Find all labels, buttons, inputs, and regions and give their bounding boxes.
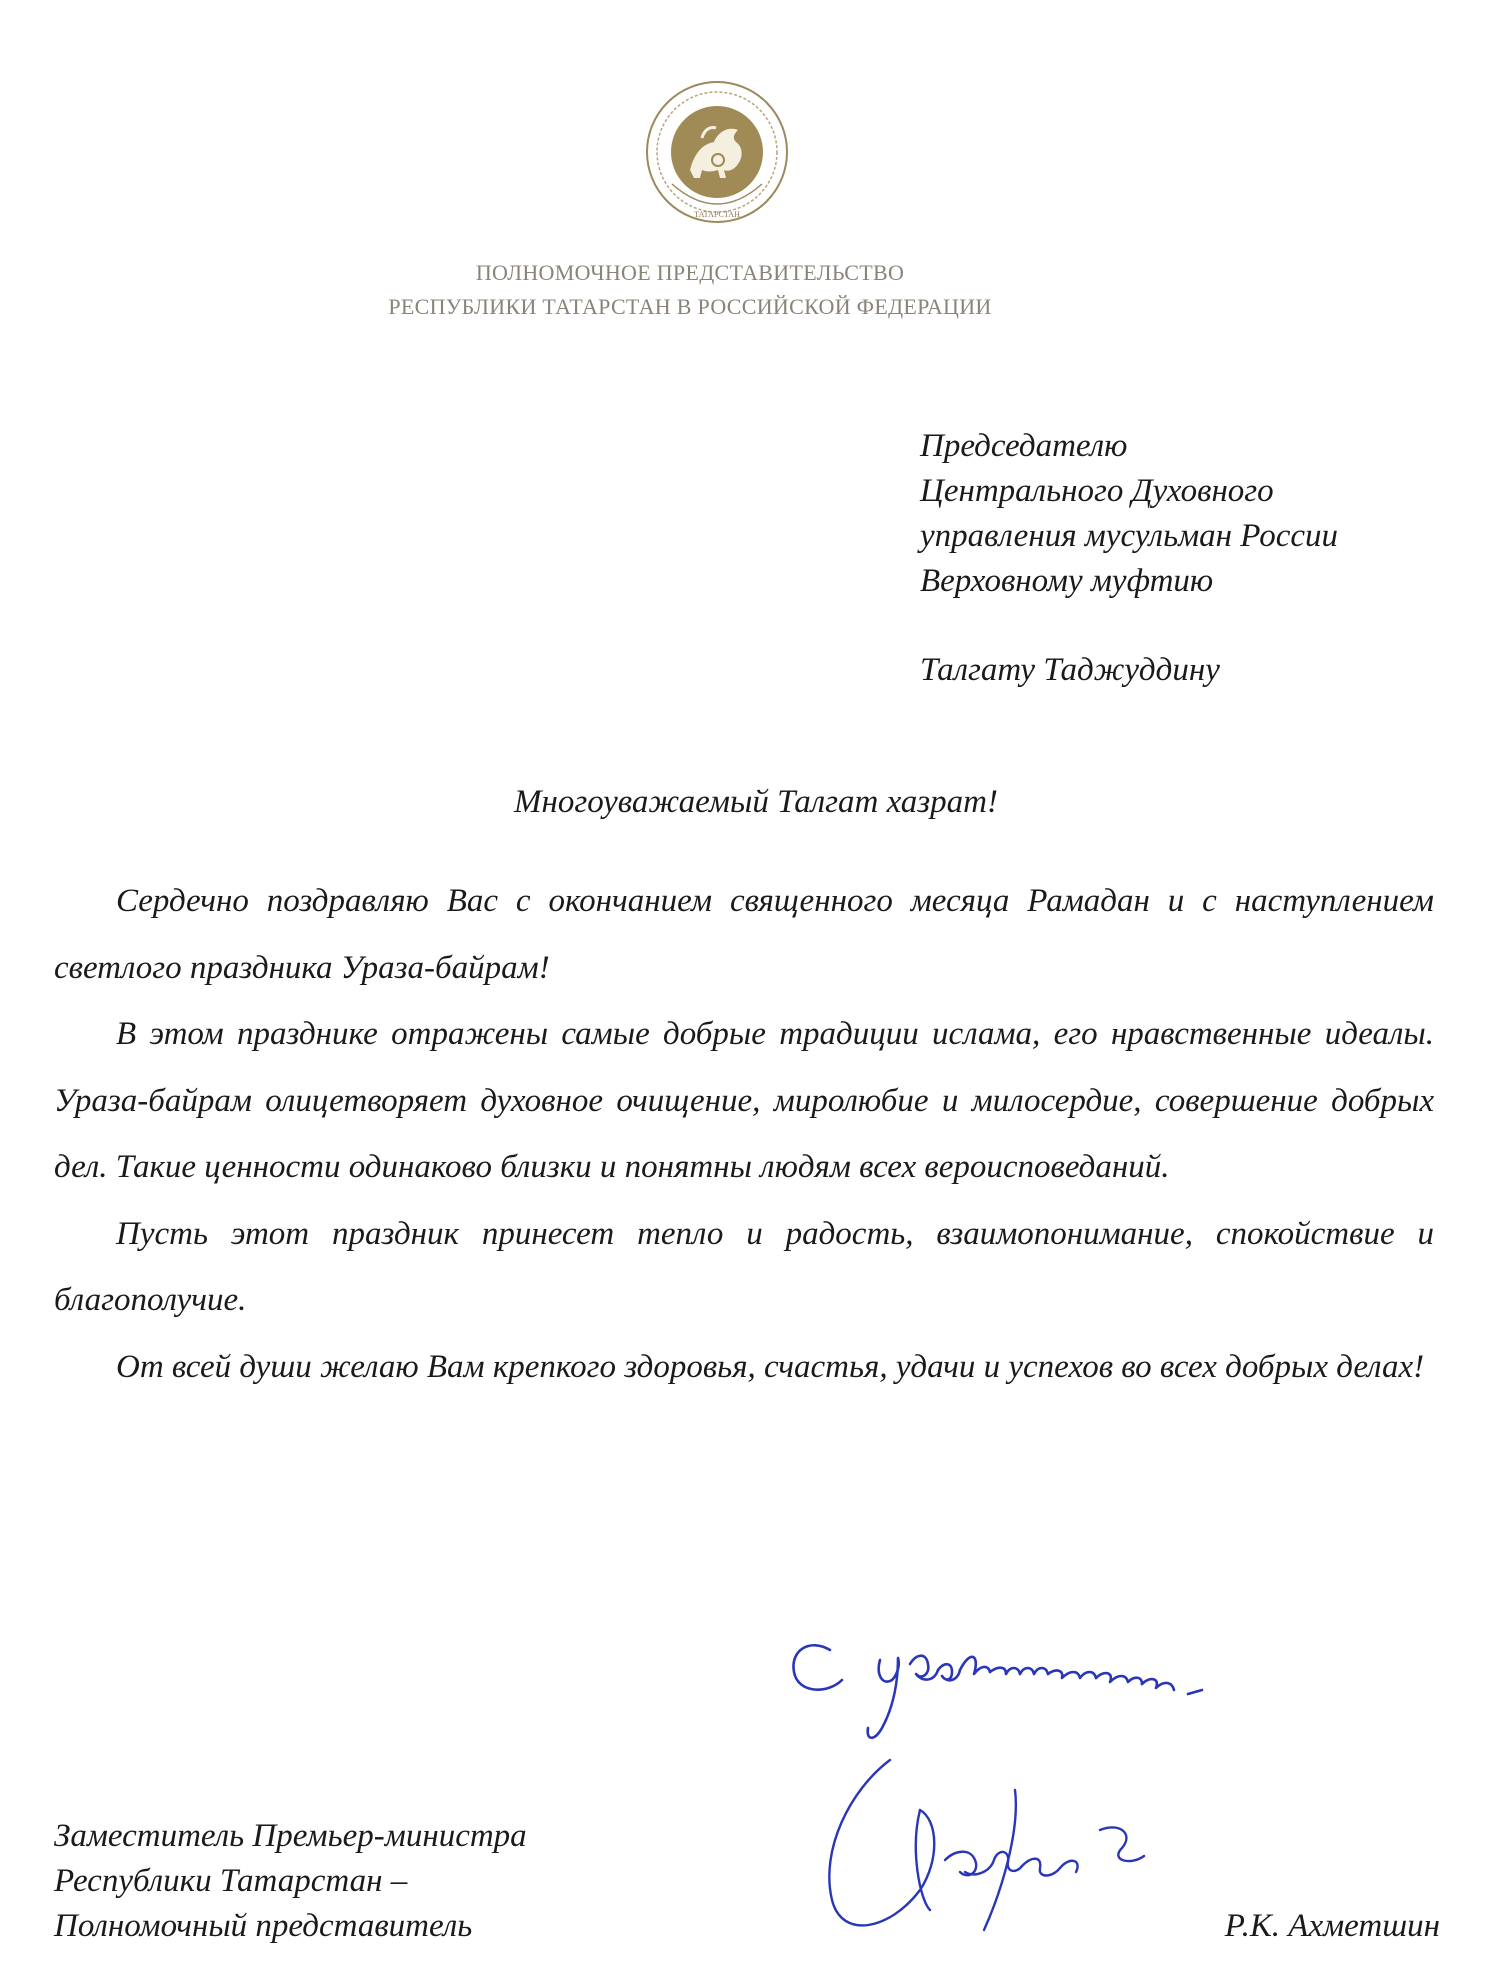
salutation: Многоуважаемый Талгат хазрат! [514,784,998,820]
organization-name-line1: ПОЛНОМОЧНОЕ ПРЕДСТАВИТЕЛЬСТВО [475,260,905,285]
letter-body [54,868,1434,1400]
signer-name: Р.К. Ахметшин [1224,1908,1440,1944]
addressee-line3: управления мусульман России [920,518,1339,554]
body-paragraph-4: От всей души желаю Вам крепкого здоровья, счастья, удачи и успехов во всех добрых делах! [116,1348,1425,1385]
emblem-caption: ТАТАРСТАН [694,210,740,219]
signer-position-line1: Заместитель Премьер-министра [54,1818,527,1854]
body-paragraph-2: В этом празднике отражены самые добрые традиции ислама, его нравственные идеалы. Ураза-байрам олицетворяет духовное очищение, миролюбие и милосердие, совершение добрых дел. Такие ценности одинаково близки и понятны людям всех вероисповеданий. [54,1016,1434,1185]
addressee-line4: Верховному муфтию [920,563,1214,599]
body-paragraph-3: Пусть этот праздник принесет тепло и радость, взаимопонимание, спокойствие и благополучие. [54,1215,1434,1318]
body-paragraph-1: Сердечно поздравляю Вас с окончанием священного месяца Рамадан и с наступлением светлого праздника Ураза-байрам! [54,883,1434,986]
signer-position [54,1814,754,1949]
addressee-line1: Председателю [920,428,1128,464]
signer-position-line2: Республики Татарстан – [54,1863,408,1899]
tatarstan-emblem-icon [642,74,792,234]
organization-name-line2: РЕСПУБЛИКИ ТАТАРСТАН В РОССИЙСКОЙ ФЕДЕРАЦИИ [388,294,992,319]
handwritten-note-scribble [793,1645,1202,1738]
signer-position-line3: Полномочный представитель [54,1908,473,1944]
addressee-line2: Центрального Духовного [920,473,1274,509]
addressee-block [920,424,1480,693]
addressee-name: Талгату Таджуддину [920,652,1220,688]
signature-scribble [829,1760,1144,1930]
addressee-spacer [920,604,1480,648]
